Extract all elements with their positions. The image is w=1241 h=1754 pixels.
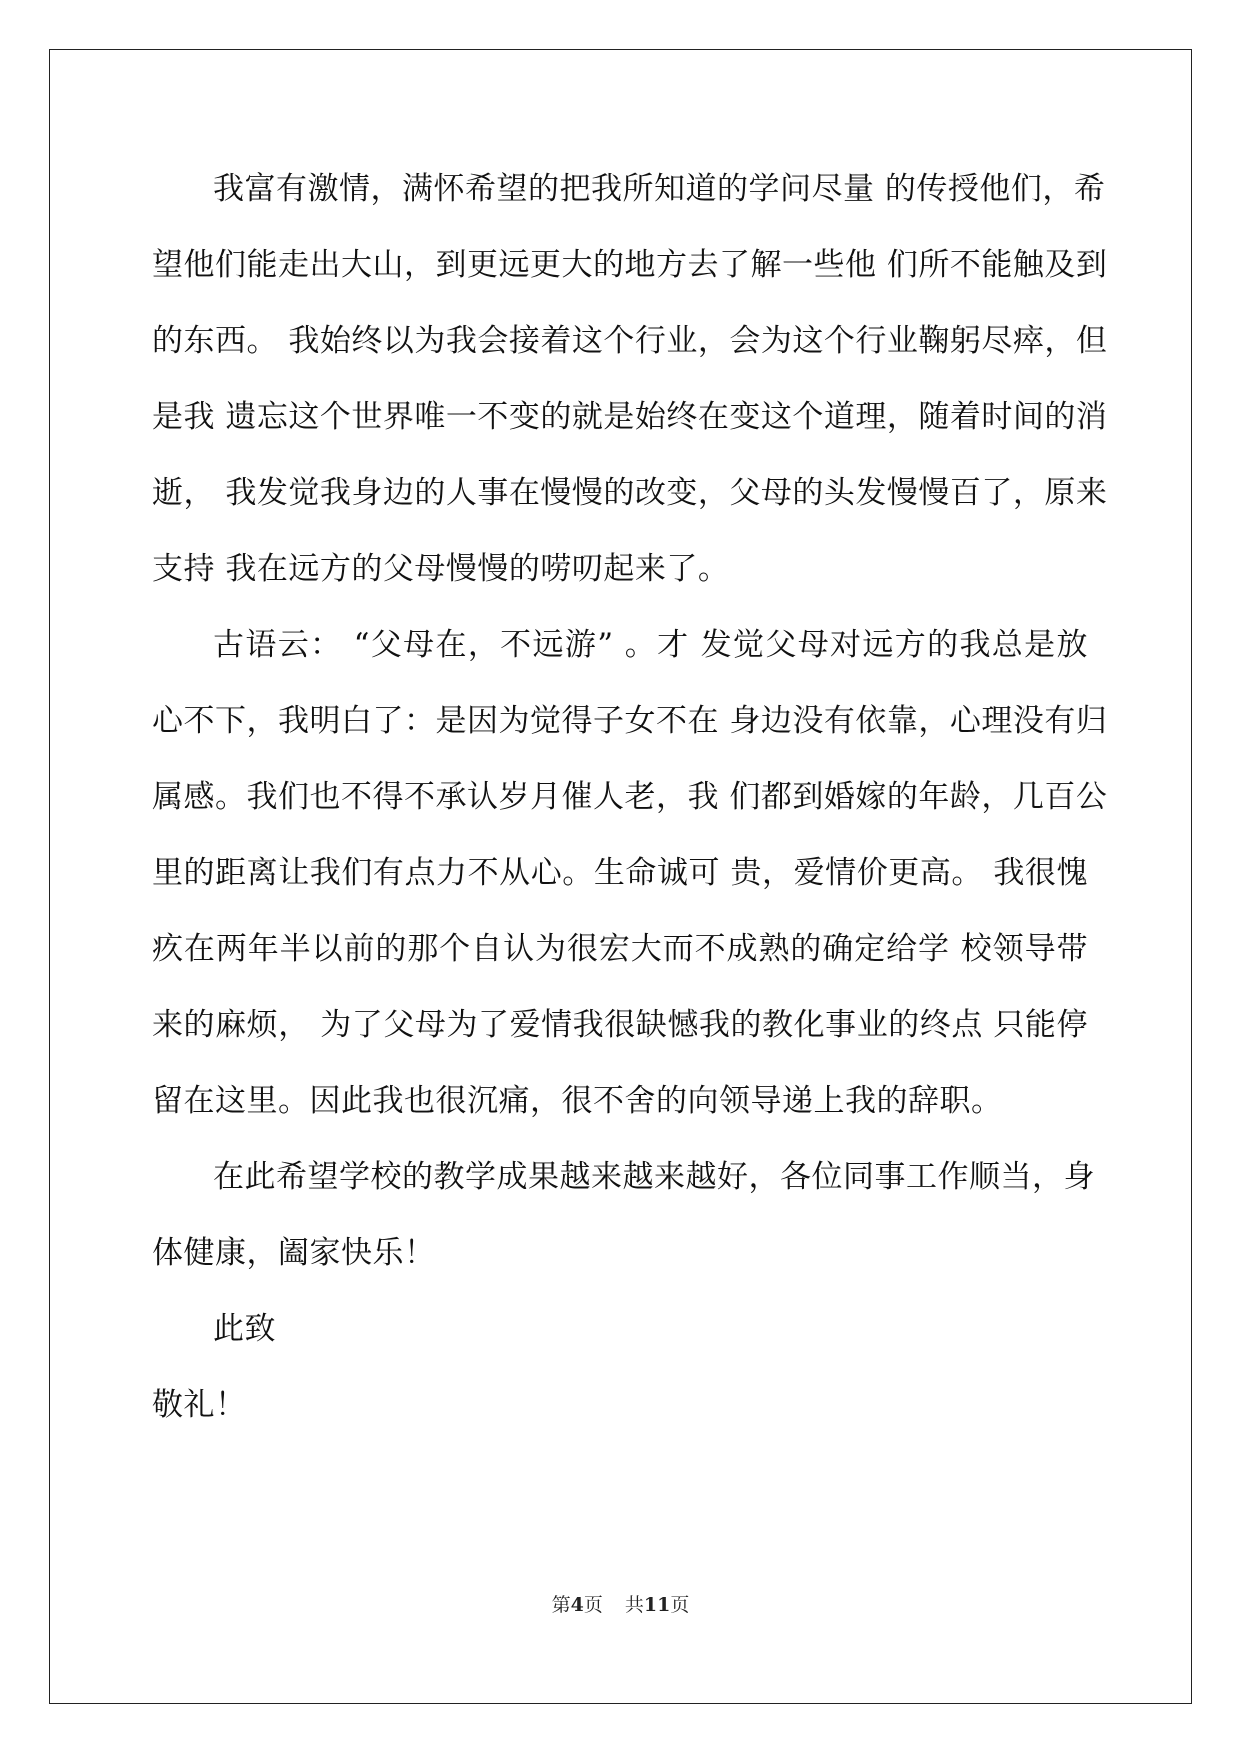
text-line: 里的距离让我们有点力不从心。生命诚可 贵，爱情价更高。 我很愧: [152, 855, 1088, 891]
text-line: 在此希望学校的教学成果越来越来越好，各位同事工作顺当，身: [213, 1159, 1095, 1195]
text-line: 望他们能走出大山，到更远更大的地方去了解一些他 们所不能触及到: [152, 247, 1108, 283]
text-line: 我富有激情，满怀希望的把我所知道的学问尽量 的传授他们，希: [213, 171, 1106, 207]
page-number: 4: [570, 1594, 584, 1616]
closing-regards: 敬礼！: [152, 1387, 247, 1423]
text-line: 的东西。 我始终以为我会接着这个行业，会为这个行业鞠躬尽瘁，但: [152, 323, 1108, 359]
text-line: 体健康，阖家快乐！: [152, 1235, 436, 1271]
total-pages-suffix: 页: [670, 1594, 690, 1616]
text-line: 属感。我们也不得不承认岁月催人老，我 们都到婚嫁的年龄，几百公: [152, 779, 1108, 815]
page-footer: [0, 1593, 1241, 1617]
total-pages: 11: [643, 1594, 671, 1616]
text-line: 来的麻烦， 为了父母为了爱情我很缺憾我的教化事业的终点 只能停: [152, 1007, 1088, 1043]
text-line: 古语云： “父母在，不远游” 。才 发觉父母对远方的我总是放: [213, 627, 1088, 663]
closing-salutation: 此致: [213, 1311, 276, 1347]
text-line: 留在这里。因此我也很沉痛，很不舍的向领导递上我的辞职。: [152, 1083, 1003, 1119]
text-line: 疚在两年半以前的那个自认为很宏大而不成熟的确定给学 校领导带: [152, 931, 1088, 967]
total-pages-prefix: 共: [624, 1594, 644, 1616]
text-line: 逝， 我发觉我身边的人事在慢慢的改变，父母的头发慢慢百了，原来: [152, 475, 1108, 511]
text-line: 是我 遗忘这个世界唯一不变的就是始终在变这个道理，随着时间的消: [152, 399, 1108, 435]
text-line: 心不下，我明白了：是因为觉得子女不在 身边没有依靠，心理没有归: [152, 703, 1108, 739]
page-number-prefix: 第: [551, 1594, 571, 1616]
text-line: 支持 我在远方的父母慢慢的唠叨起来了。: [152, 551, 730, 587]
page-number-suffix: 页: [583, 1594, 603, 1616]
